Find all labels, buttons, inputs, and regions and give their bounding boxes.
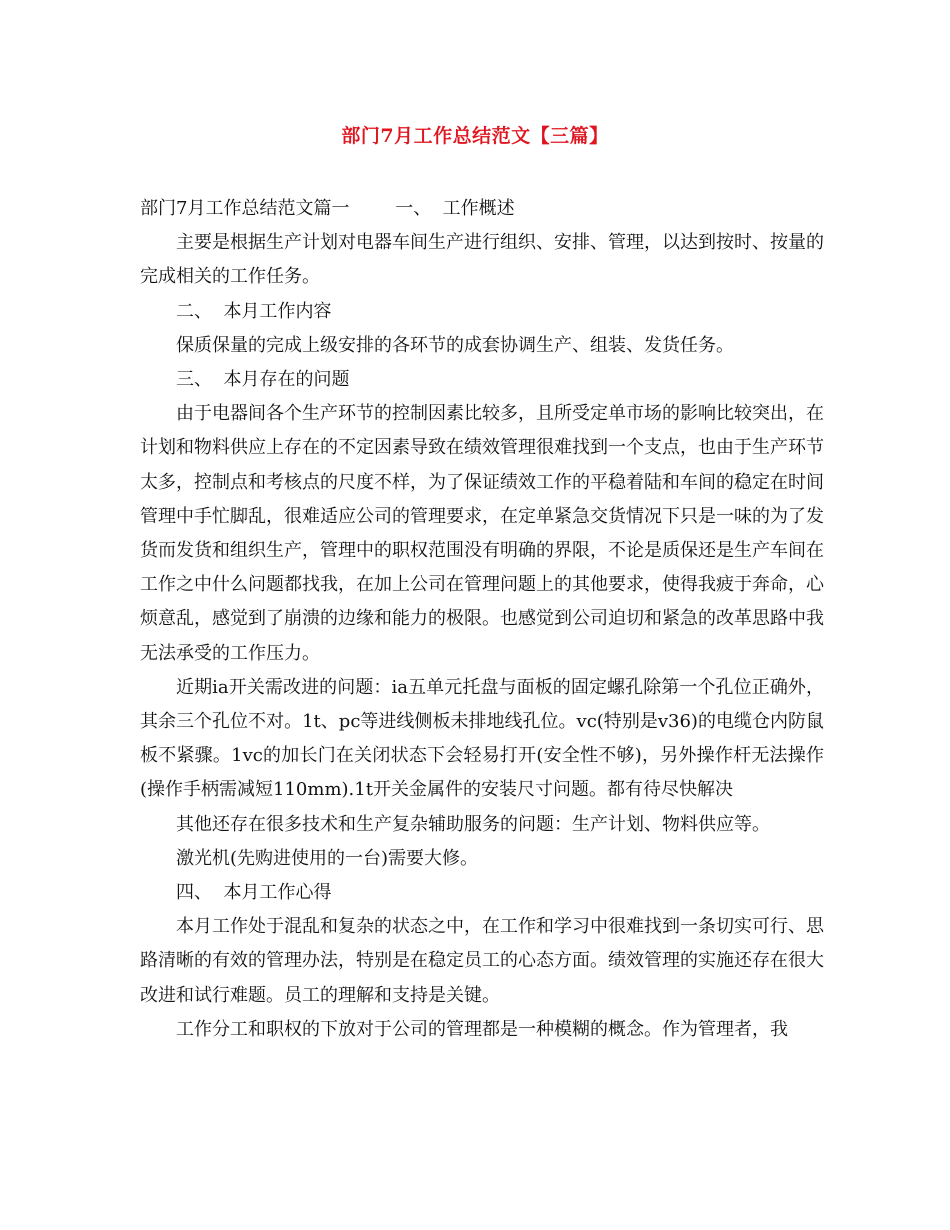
paragraph-other-issues: 其他还存在很多技术和生产复杂辅助服务的问题：生产计划、物料供应等。 [176,813,770,835]
section-heading-problems: 三、 本月存在的问题 [176,369,350,391]
paragraph-laser-machine: 激光机(先购进使用的一台)需要大修。 [176,847,479,869]
paragraph-intro: 部门7月工作总结范文篇一 一、 工作概述 [140,198,515,219]
paragraph-insights: 本月工作处于混乱和复杂的状态之中，在工作和学习中很难找到一条切实可行、思路清晰的有效的管理办法，特别是在稳定员工的心态方面。绩效管理的实施还存在很大改进和试行难题。员工的理解和支持是关键。 [140,916,824,1006]
paragraph-switch-issues: 近期ia开关需改进的问题：ia五单元托盘与面板的固定螺孔除第一个孔位正确外，其余三个孔位不对。1t、pc等进线侧板未排地线孔位。vc(特别是v36)的电缆仓内防鼠板不紧骤。1vc的加长门在关闭状态下会轻易打开(安全性不够)，另外操作杆无法操作(操作手柄需减短110mm).1t开关金属件的安装尺寸问题。都有待尽快解决 [140,676,824,801]
paragraph-overview: 主要是根据生产计划对电器车间生产进行组织、安排、管理，以达到按时、按量的完成相关的工作任务。 [140,232,824,288]
paragraph-work-content: 保质保量的完成上级安排的各环节的成套协调生产、组装、发货任务。 [176,334,734,356]
paragraph-delegation: 工作分工和职权的下放对于公司的管理都是一种模糊的概念。作为管理者，我 [176,1018,788,1040]
section-heading-work-content: 二、 本月工作内容 [176,300,332,322]
paragraph-problems: 由于电器间各个生产环节的控制因素比较多，且所受定单市场的影响比较突出，在计划和物料供应上存在的不定因素导致在绩效管理很难找到一个支点，也由于生产环节太多，控制点和考核点的尺度不样，为了保证绩效工作的平稳着陆和车间的稳定在时间管理中手忙脚乱，很难适应公司的管理要求，在定单紧急交货情况下只是一味的为了发货而发货和组织生产，管理中的职权范围没有明确的界限，不论是质保还是生产车间在工作之中什么问题都找我，在加上公司在管理问题上的其他要求，使得我疲于奔命，心烦意乱，感觉到了崩溃的边缘和能力的极限。也感觉到公司迫切和紧急的改革思路中我无法承受的工作压力。 [140,403,824,664]
document-title: 部门7月工作总结范文【三篇】 [341,125,609,147]
document-body [140,192,824,1047]
section-heading-insights: 四、 本月工作心得 [176,882,332,904]
